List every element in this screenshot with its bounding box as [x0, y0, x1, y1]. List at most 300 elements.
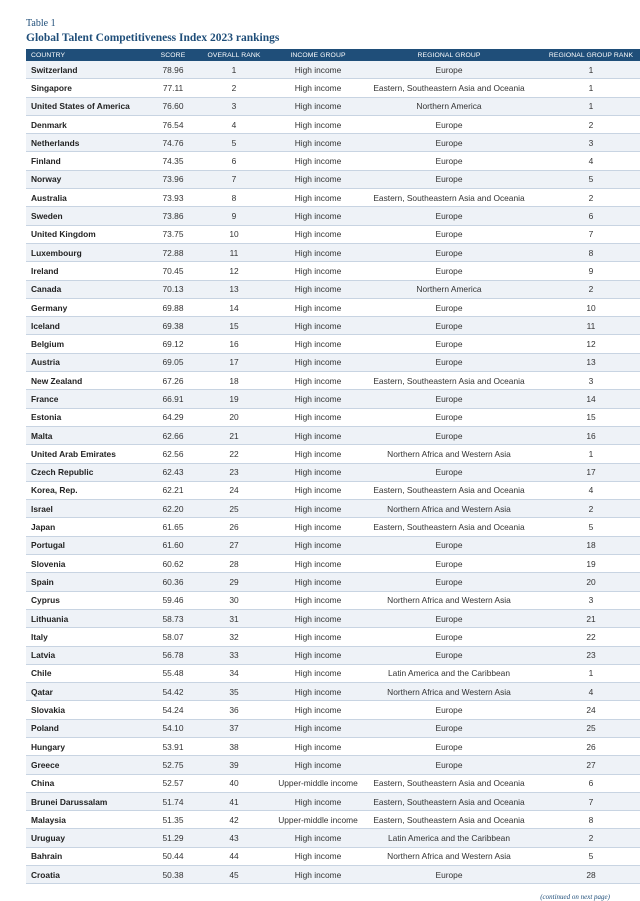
cell-score: 58.07 [150, 628, 196, 646]
cell-regional-group-rank: 2 [534, 189, 640, 207]
cell-country: Brunei Darussalam [26, 792, 150, 810]
cell-country: Croatia [26, 866, 150, 884]
table-row [26, 207, 640, 225]
cell-regional-group-rank: 20 [534, 573, 640, 591]
cell-country: Belgium [26, 335, 150, 353]
cell-score: 54.10 [150, 719, 196, 737]
cell-overall-rank: 2 [196, 79, 272, 97]
cell-regional-group-rank: 8 [534, 811, 640, 829]
cell-score: 76.60 [150, 97, 196, 115]
cell-regional-group-rank: 17 [534, 463, 640, 481]
cell-regional-group: Europe [364, 609, 534, 627]
cell-score: 62.66 [150, 426, 196, 444]
cell-income-group: High income [272, 445, 364, 463]
cell-country: Greece [26, 756, 150, 774]
cell-score: 56.78 [150, 646, 196, 664]
table-row [26, 829, 640, 847]
cell-overall-rank: 36 [196, 701, 272, 719]
cell-country: Germany [26, 298, 150, 316]
cell-income-group: High income [272, 189, 364, 207]
cell-overall-rank: 17 [196, 353, 272, 371]
cell-regional-group: Europe [364, 756, 534, 774]
cell-regional-group: Eastern, Southeastern Asia and Oceania [364, 518, 534, 536]
cell-score: 66.91 [150, 390, 196, 408]
cell-regional-group: Europe [364, 152, 534, 170]
cell-country: Czech Republic [26, 463, 150, 481]
cell-overall-rank: 43 [196, 829, 272, 847]
cell-score: 55.48 [150, 664, 196, 682]
cell-regional-group: Northern America [364, 97, 534, 115]
cell-income-group: High income [272, 719, 364, 737]
cell-overall-rank: 44 [196, 847, 272, 865]
header-regional-group: REGIONAL GROUP [364, 49, 534, 61]
cell-score: 50.38 [150, 866, 196, 884]
cell-income-group: High income [272, 591, 364, 609]
cell-regional-group: Eastern, Southeastern Asia and Oceania [364, 79, 534, 97]
cell-score: 60.36 [150, 573, 196, 591]
table-row [26, 189, 640, 207]
cell-score: 72.88 [150, 243, 196, 261]
cell-country: Japan [26, 518, 150, 536]
cell-regional-group: Europe [364, 737, 534, 755]
cell-regional-group-rank: 3 [534, 372, 640, 390]
table-row [26, 518, 640, 536]
cell-score: 69.88 [150, 298, 196, 316]
cell-regional-group-rank: 1 [534, 79, 640, 97]
cell-score: 50.44 [150, 847, 196, 865]
cell-income-group: High income [272, 317, 364, 335]
table-row [26, 408, 640, 426]
table-body [26, 61, 640, 884]
cell-overall-rank: 40 [196, 774, 272, 792]
cell-income-group: High income [272, 829, 364, 847]
cell-score: 62.43 [150, 463, 196, 481]
cell-income-group: Upper-middle income [272, 811, 364, 829]
table-row [26, 646, 640, 664]
cell-regional-group-rank: 1 [534, 61, 640, 79]
cell-overall-rank: 23 [196, 463, 272, 481]
table-caption-label: Table 1 [26, 18, 56, 29]
cell-overall-rank: 19 [196, 390, 272, 408]
table-row [26, 683, 640, 701]
cell-regional-group-rank: 1 [534, 664, 640, 682]
table-row [26, 445, 640, 463]
cell-income-group: High income [272, 792, 364, 810]
cell-income-group: High income [272, 353, 364, 371]
cell-overall-rank: 7 [196, 170, 272, 188]
cell-regional-group-rank: 14 [534, 390, 640, 408]
table-row [26, 609, 640, 627]
header-score: SCORE [150, 49, 196, 61]
cell-country: United States of America [26, 97, 150, 115]
cell-score: 62.20 [150, 500, 196, 518]
cell-country: Singapore [26, 79, 150, 97]
table-row [26, 372, 640, 390]
table-row [26, 317, 640, 335]
cell-regional-group: Eastern, Southeastern Asia and Oceania [364, 774, 534, 792]
cell-regional-group: Eastern, Southeastern Asia and Oceania [364, 189, 534, 207]
cell-regional-group-rank: 9 [534, 262, 640, 280]
cell-income-group: High income [272, 61, 364, 79]
cell-regional-group: Europe [364, 115, 534, 133]
cell-income-group: High income [272, 646, 364, 664]
cell-income-group: High income [272, 207, 364, 225]
cell-regional-group: Europe [364, 408, 534, 426]
cell-score: 52.75 [150, 756, 196, 774]
cell-regional-group: Europe [364, 390, 534, 408]
cell-overall-rank: 33 [196, 646, 272, 664]
table-row [26, 243, 640, 261]
cell-regional-group-rank: 1 [534, 97, 640, 115]
cell-score: 69.38 [150, 317, 196, 335]
cell-income-group: High income [272, 152, 364, 170]
cell-country: Netherlands [26, 134, 150, 152]
cell-regional-group: Europe [364, 317, 534, 335]
cell-regional-group-rank: 1 [534, 445, 640, 463]
cell-overall-rank: 42 [196, 811, 272, 829]
table-row [26, 847, 640, 865]
cell-overall-rank: 30 [196, 591, 272, 609]
table-row [26, 555, 640, 573]
cell-regional-group: Europe [364, 719, 534, 737]
cell-overall-rank: 16 [196, 335, 272, 353]
cell-regional-group: Europe [364, 536, 534, 554]
cell-regional-group-rank: 4 [534, 683, 640, 701]
cell-regional-group-rank: 2 [534, 829, 640, 847]
cell-regional-group-rank: 3 [534, 134, 640, 152]
table-row [26, 811, 640, 829]
cell-overall-rank: 45 [196, 866, 272, 884]
cell-regional-group-rank: 7 [534, 792, 640, 810]
cell-regional-group: Eastern, Southeastern Asia and Oceania [364, 372, 534, 390]
cell-income-group: High income [272, 134, 364, 152]
cell-regional-group-rank: 19 [534, 555, 640, 573]
cell-country: Uruguay [26, 829, 150, 847]
rankings-table [26, 49, 640, 884]
cell-regional-group: Europe [364, 225, 534, 243]
cell-regional-group: Europe [364, 207, 534, 225]
cell-regional-group-rank: 22 [534, 628, 640, 646]
table-row [26, 152, 640, 170]
cell-regional-group: Eastern, Southeastern Asia and Oceania [364, 792, 534, 810]
cell-regional-group: Europe [364, 555, 534, 573]
cell-regional-group: Europe [364, 298, 534, 316]
cell-score: 60.62 [150, 555, 196, 573]
cell-income-group: High income [272, 481, 364, 499]
cell-overall-rank: 12 [196, 262, 272, 280]
cell-regional-group-rank: 2 [534, 115, 640, 133]
cell-score: 62.21 [150, 481, 196, 499]
cell-country: Spain [26, 573, 150, 591]
cell-score: 67.26 [150, 372, 196, 390]
cell-score: 78.96 [150, 61, 196, 79]
cell-score: 70.45 [150, 262, 196, 280]
cell-regional-group: Europe [364, 61, 534, 79]
table-caption-title: Global Talent Competitiveness Index 2023 rankings [26, 32, 280, 44]
cell-regional-group-rank: 27 [534, 756, 640, 774]
table-row [26, 463, 640, 481]
cell-country: Poland [26, 719, 150, 737]
cell-regional-group-rank: 3 [534, 591, 640, 609]
cell-income-group: High income [272, 518, 364, 536]
cell-country: Portugal [26, 536, 150, 554]
cell-country: Estonia [26, 408, 150, 426]
continued-note: (continued on next page) [540, 893, 610, 901]
cell-country: Malaysia [26, 811, 150, 829]
cell-income-group: High income [272, 390, 364, 408]
cell-score: 54.24 [150, 701, 196, 719]
cell-score: 58.73 [150, 609, 196, 627]
cell-overall-rank: 24 [196, 481, 272, 499]
cell-regional-group: Eastern, Southeastern Asia and Oceania [364, 811, 534, 829]
cell-country: Hungary [26, 737, 150, 755]
cell-country: Switzerland [26, 61, 150, 79]
cell-score: 70.13 [150, 280, 196, 298]
cell-regional-group-rank: 12 [534, 335, 640, 353]
cell-country: Canada [26, 280, 150, 298]
cell-regional-group: Europe [364, 335, 534, 353]
cell-income-group: High income [272, 737, 364, 755]
table-page [26, 18, 634, 901]
cell-regional-group-rank: 4 [534, 152, 640, 170]
cell-country: China [26, 774, 150, 792]
cell-score: 77.11 [150, 79, 196, 97]
cell-regional-group-rank: 16 [534, 426, 640, 444]
cell-score: 51.29 [150, 829, 196, 847]
cell-country: Sweden [26, 207, 150, 225]
cell-regional-group-rank: 15 [534, 408, 640, 426]
cell-overall-rank: 15 [196, 317, 272, 335]
cell-country: Israel [26, 500, 150, 518]
cell-income-group: High income [272, 573, 364, 591]
cell-regional-group: Latin America and the Caribbean [364, 829, 534, 847]
header-row [26, 49, 640, 61]
table-row [26, 225, 640, 243]
cell-overall-rank: 39 [196, 756, 272, 774]
cell-country: France [26, 390, 150, 408]
cell-income-group: High income [272, 170, 364, 188]
cell-country: Latvia [26, 646, 150, 664]
cell-regional-group-rank: 6 [534, 207, 640, 225]
cell-overall-rank: 21 [196, 426, 272, 444]
cell-regional-group-rank: 7 [534, 225, 640, 243]
cell-regional-group: Europe [364, 243, 534, 261]
cell-income-group: High income [272, 500, 364, 518]
cell-score: 62.56 [150, 445, 196, 463]
cell-overall-rank: 22 [196, 445, 272, 463]
cell-income-group: High income [272, 280, 364, 298]
cell-regional-group: Northern Africa and Western Asia [364, 445, 534, 463]
cell-regional-group-rank: 26 [534, 737, 640, 755]
cell-regional-group: Europe [364, 353, 534, 371]
cell-income-group: High income [272, 426, 364, 444]
cell-regional-group: Northern Africa and Western Asia [364, 683, 534, 701]
table-row [26, 97, 640, 115]
cell-overall-rank: 25 [196, 500, 272, 518]
cell-income-group: High income [272, 847, 364, 865]
cell-income-group: High income [272, 866, 364, 884]
cell-regional-group: Europe [364, 134, 534, 152]
cell-regional-group-rank: 11 [534, 317, 640, 335]
cell-income-group: High income [272, 262, 364, 280]
table-row [26, 573, 640, 591]
cell-country: Australia [26, 189, 150, 207]
cell-country: Austria [26, 353, 150, 371]
cell-overall-rank: 31 [196, 609, 272, 627]
cell-income-group: High income [272, 372, 364, 390]
table-header [26, 49, 640, 61]
cell-score: 73.96 [150, 170, 196, 188]
table-row [26, 792, 640, 810]
cell-overall-rank: 37 [196, 719, 272, 737]
cell-overall-rank: 26 [196, 518, 272, 536]
cell-overall-rank: 29 [196, 573, 272, 591]
table-row [26, 756, 640, 774]
cell-regional-group-rank: 18 [534, 536, 640, 554]
cell-regional-group: Europe [364, 426, 534, 444]
cell-country: Slovenia [26, 555, 150, 573]
table-row [26, 536, 640, 554]
cell-regional-group: Northern Africa and Western Asia [364, 500, 534, 518]
cell-score: 64.29 [150, 408, 196, 426]
cell-income-group: High income [272, 701, 364, 719]
cell-country: Bahrain [26, 847, 150, 865]
cell-regional-group: Europe [364, 701, 534, 719]
cell-overall-rank: 5 [196, 134, 272, 152]
cell-score: 69.12 [150, 335, 196, 353]
cell-income-group: High income [272, 664, 364, 682]
cell-income-group: High income [272, 756, 364, 774]
cell-overall-rank: 1 [196, 61, 272, 79]
cell-regional-group-rank: 5 [534, 847, 640, 865]
cell-regional-group: Europe [364, 646, 534, 664]
table-row [26, 298, 640, 316]
cell-country: United Arab Emirates [26, 445, 150, 463]
cell-regional-group-rank: 5 [534, 170, 640, 188]
cell-country: United Kingdom [26, 225, 150, 243]
cell-income-group: High income [272, 225, 364, 243]
cell-overall-rank: 34 [196, 664, 272, 682]
cell-regional-group-rank: 8 [534, 243, 640, 261]
cell-regional-group: Latin America and the Caribbean [364, 664, 534, 682]
cell-score: 53.91 [150, 737, 196, 755]
cell-country: New Zealand [26, 372, 150, 390]
cell-score: 61.60 [150, 536, 196, 554]
cell-score: 54.42 [150, 683, 196, 701]
cell-country: Lithuania [26, 609, 150, 627]
cell-regional-group-rank: 2 [534, 500, 640, 518]
cell-country: Ireland [26, 262, 150, 280]
cell-income-group: High income [272, 683, 364, 701]
cell-income-group: High income [272, 335, 364, 353]
cell-income-group: High income [272, 628, 364, 646]
table-row [26, 664, 640, 682]
cell-regional-group-rank: 28 [534, 866, 640, 884]
cell-country: Malta [26, 426, 150, 444]
table-row [26, 134, 640, 152]
cell-regional-group-rank: 25 [534, 719, 640, 737]
cell-overall-rank: 20 [196, 408, 272, 426]
cell-score: 69.05 [150, 353, 196, 371]
table-row [26, 591, 640, 609]
cell-regional-group: Europe [364, 866, 534, 884]
cell-regional-group: Eastern, Southeastern Asia and Oceania [364, 481, 534, 499]
cell-overall-rank: 32 [196, 628, 272, 646]
cell-regional-group-rank: 2 [534, 280, 640, 298]
cell-regional-group-rank: 6 [534, 774, 640, 792]
cell-score: 51.35 [150, 811, 196, 829]
table-row [26, 262, 640, 280]
cell-regional-group: Northern Africa and Western Asia [364, 591, 534, 609]
cell-score: 51.74 [150, 792, 196, 810]
cell-regional-group: Northern America [364, 280, 534, 298]
table-row [26, 335, 640, 353]
cell-country: Denmark [26, 115, 150, 133]
cell-regional-group-rank: 10 [534, 298, 640, 316]
cell-income-group: High income [272, 463, 364, 481]
cell-country: Finland [26, 152, 150, 170]
table-row [26, 481, 640, 499]
table-row [26, 390, 640, 408]
cell-overall-rank: 14 [196, 298, 272, 316]
cell-income-group: Upper-middle income [272, 774, 364, 792]
cell-country: Chile [26, 664, 150, 682]
table-row [26, 79, 640, 97]
cell-income-group: High income [272, 408, 364, 426]
cell-country: Korea, Rep. [26, 481, 150, 499]
cell-regional-group: Northern Africa and Western Asia [364, 847, 534, 865]
cell-overall-rank: 6 [196, 152, 272, 170]
cell-regional-group-rank: 24 [534, 701, 640, 719]
cell-country: Italy [26, 628, 150, 646]
cell-regional-group-rank: 13 [534, 353, 640, 371]
cell-overall-rank: 4 [196, 115, 272, 133]
cell-regional-group: Europe [364, 628, 534, 646]
table-row [26, 353, 640, 371]
cell-overall-rank: 8 [196, 189, 272, 207]
cell-income-group: High income [272, 298, 364, 316]
cell-overall-rank: 18 [196, 372, 272, 390]
cell-regional-group: Europe [364, 170, 534, 188]
cell-overall-rank: 35 [196, 683, 272, 701]
cell-country: Iceland [26, 317, 150, 335]
cell-income-group: High income [272, 243, 364, 261]
cell-overall-rank: 11 [196, 243, 272, 261]
table-row [26, 628, 640, 646]
cell-regional-group: Europe [364, 463, 534, 481]
cell-country: Qatar [26, 683, 150, 701]
cell-score: 73.75 [150, 225, 196, 243]
header-regional-group-rank: REGIONAL GROUP RANK [534, 49, 640, 61]
header-overall-rank: OVERALL RANK [196, 49, 272, 61]
cell-income-group: High income [272, 536, 364, 554]
cell-regional-group: Europe [364, 573, 534, 591]
cell-overall-rank: 13 [196, 280, 272, 298]
cell-score: 74.35 [150, 152, 196, 170]
table-row [26, 280, 640, 298]
cell-overall-rank: 3 [196, 97, 272, 115]
cell-overall-rank: 27 [196, 536, 272, 554]
cell-country: Luxembourg [26, 243, 150, 261]
cell-income-group: High income [272, 79, 364, 97]
table-row [26, 115, 640, 133]
cell-score: 59.46 [150, 591, 196, 609]
table-row [26, 701, 640, 719]
cell-regional-group: Europe [364, 262, 534, 280]
cell-overall-rank: 38 [196, 737, 272, 755]
cell-score: 73.86 [150, 207, 196, 225]
cell-country: Cyprus [26, 591, 150, 609]
